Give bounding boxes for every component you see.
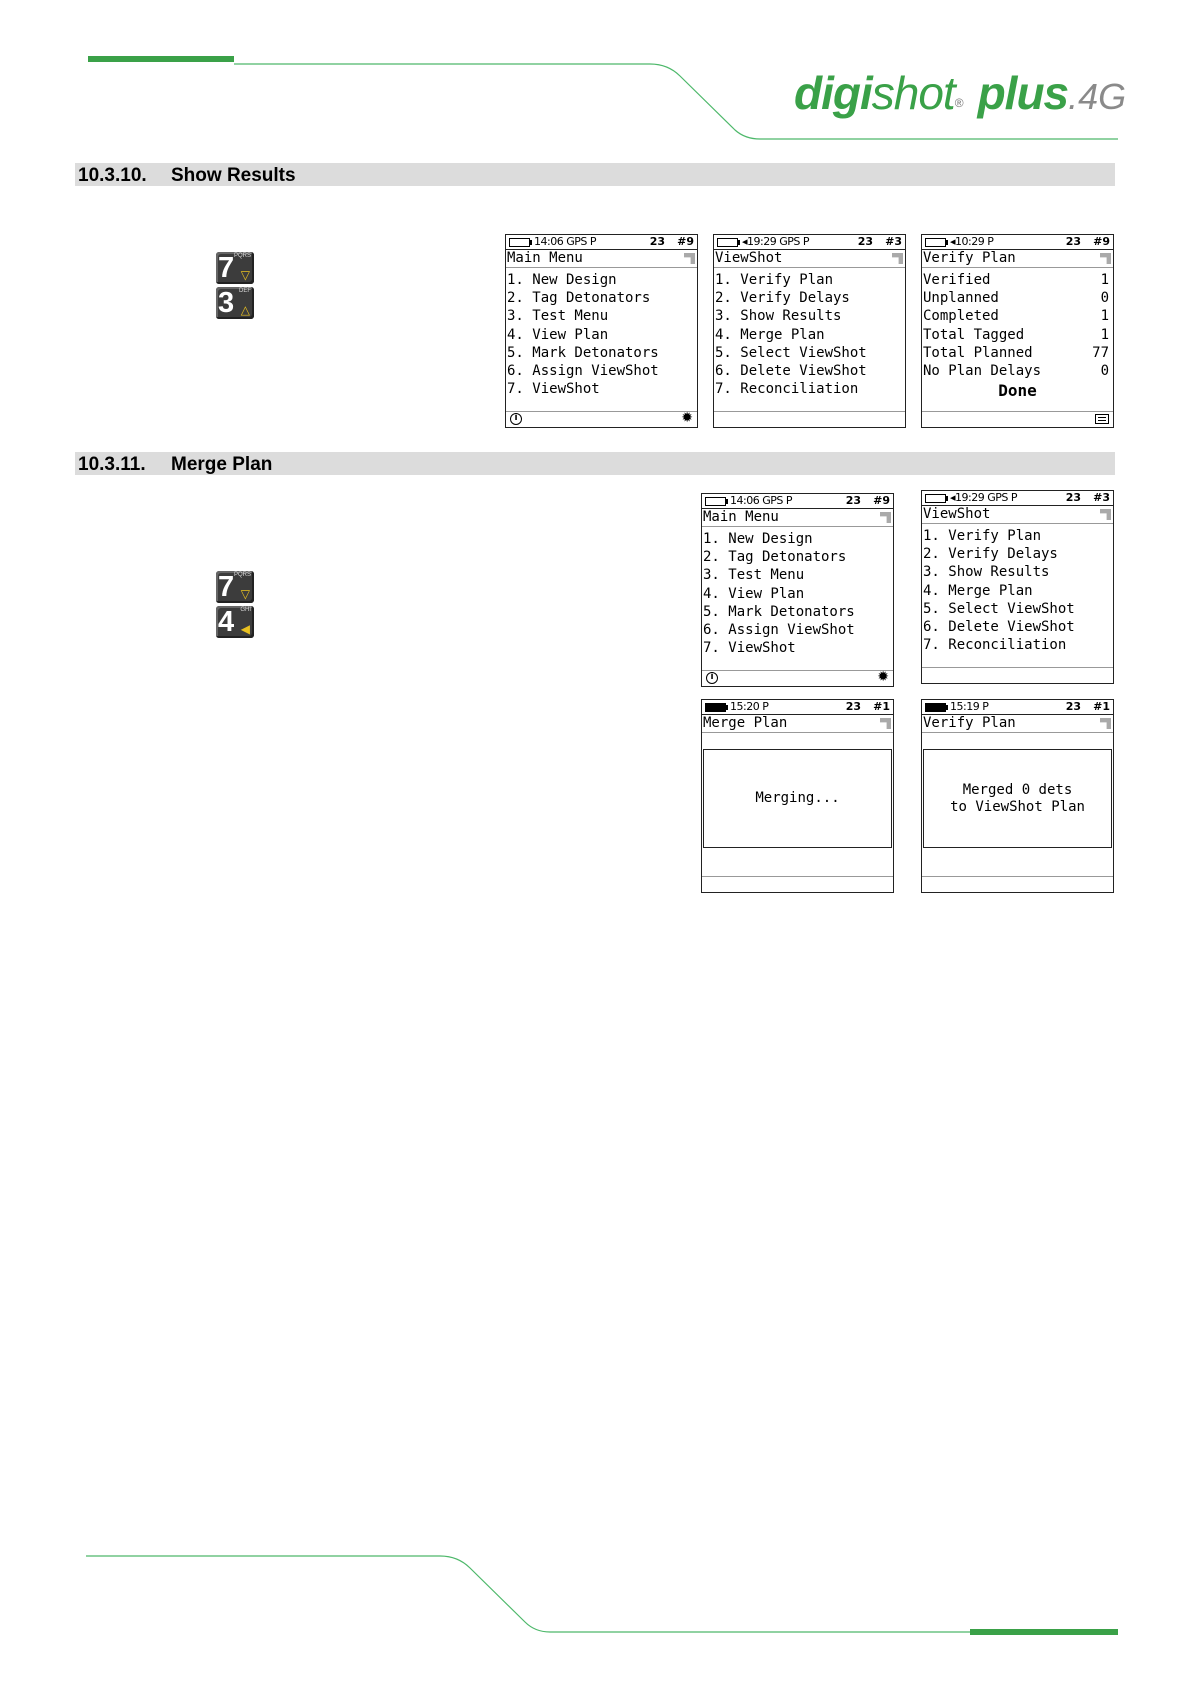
battery-icon [705,497,726,506]
menu-item[interactable]: 6. Assign ViewShot [703,622,855,639]
screen-merge-plan [701,699,894,893]
menu-item[interactable]: 2. Tag Detonators [507,290,651,307]
screen-title-text: Verify Plan [923,250,1016,266]
screen-footer [702,670,893,686]
key-letters: PQRS [233,253,251,259]
status-number: #1 [1093,700,1110,713]
gear-icon[interactable]: ✹ [681,410,693,426]
screen-title-text: Verify Plan [923,715,1016,731]
logo-text-4g: .4G [1068,76,1127,117]
screen-title [922,250,1113,268]
status-bar [714,235,905,250]
section-number: 10.3.11. [78,454,146,475]
key-symbol-icon: ◀ [240,622,250,636]
status-number: #3 [1093,491,1110,504]
key-symbol-icon: ▽ [240,268,250,282]
corner-icon [892,253,903,264]
screen-footer [714,411,905,427]
screen-title [922,715,1113,733]
menu-list [506,271,697,398]
key-symbol-icon: ▽ [240,587,250,601]
status-bar [702,700,893,715]
result-row [922,326,1113,344]
result-value: 1 [1100,326,1109,343]
result-row [922,271,1113,289]
menu-item[interactable]: 3. Test Menu [703,567,805,584]
menu-item[interactable]: 1. New Design [703,531,813,547]
result-row [922,307,1113,325]
result-row [922,344,1113,362]
status-time: ◂19:29 GPS P [742,235,809,248]
calendar-icon: 23 [857,235,873,248]
menu-item[interactable]: 5. Mark Detonators [507,344,659,361]
merging-message: Merging... [755,790,840,806]
menu-list [714,271,905,398]
menu-item[interactable]: 7. Reconciliation [715,381,859,398]
key-4-icon [216,606,254,638]
menu-list [702,530,893,657]
result-value: 0 [1100,362,1109,379]
results-list [922,271,1113,380]
calendar-icon: 23 [1065,235,1081,248]
menu-item[interactable]: 2. Verify Delays [715,290,850,307]
screen-title [922,506,1113,524]
section-title: Show Results [171,165,296,186]
menu-item[interactable]: 7. Reconciliation [923,637,1067,654]
logo-text-shot: shot [871,67,955,119]
menu-item[interactable]: 3. Show Results [715,308,842,325]
screen-viewshot [713,234,906,428]
calendar-icon: 23 [1065,491,1081,504]
menu-item[interactable]: 7. ViewShot [507,381,600,398]
screen-title-text: ViewShot [923,506,991,522]
result-label: Unplanned [923,290,999,307]
key-letters: GHI [240,607,251,613]
logo-text-plus: plus [977,67,1069,119]
result-value: 77 [1092,344,1109,361]
battery-icon [717,238,738,247]
menu-item[interactable]: 4. Merge Plan [715,326,825,343]
result-label: Verified [923,272,991,288]
screen-title-text: Main Menu [703,509,779,525]
key-3-icon [216,287,254,319]
screen-verify-plan-results [921,234,1114,428]
menu-item[interactable]: 7. ViewShot [703,640,796,657]
menu-item[interactable]: 5. Select ViewShot [923,600,1075,617]
result-row [922,362,1113,380]
result-label: No Plan Delays [923,362,1042,379]
menu-list [922,527,1113,654]
status-number: #3 [885,235,902,248]
corner-icon [684,253,695,264]
merged-message-line: to ViewShot Plan [950,798,1085,815]
screen-title [714,250,905,268]
menu-item[interactable]: 4. View Plan [507,326,609,343]
key-digit: 4 [218,606,235,638]
screen-title-text: ViewShot [715,250,783,266]
section-title: Merge Plan [171,454,273,475]
screen-title [506,250,697,268]
screen-verify-plan-merged [921,699,1114,893]
calendar-icon: 23 [649,235,665,248]
merged-message-line: Merged 0 dets [962,781,1073,798]
section-heading-merge-plan [75,452,1115,475]
merged-message-box [923,749,1112,848]
status-bar [506,235,697,250]
calendar-icon: 23 [1065,700,1081,713]
key-digit: 7 [218,252,235,284]
done-button[interactable]: Done [998,381,1037,400]
corner-icon [1100,509,1111,520]
result-label: Total Tagged [923,326,1025,343]
key-letters: DEF [239,288,251,294]
screen-viewshot-2 [921,490,1114,684]
key-letters: PQRS [233,572,251,578]
battery-icon [705,703,726,712]
corner-icon [1100,718,1111,729]
result-row [922,289,1113,307]
menu-item[interactable]: 1. Verify Plan [715,272,834,288]
key-digit: 7 [218,571,235,603]
screen-title [702,715,893,733]
menu-item[interactable]: 2. Tag Detonators [703,549,847,566]
corner-icon [880,512,891,523]
screen-footer [922,411,1113,427]
menu-icon[interactable] [1095,414,1109,424]
status-number: #1 [873,700,890,713]
status-time: 15:20 P [730,700,769,713]
status-number: #9 [873,494,890,507]
menu-item[interactable]: 1. New Design [507,272,617,288]
gear-icon[interactable]: ✹ [877,669,889,685]
menu-item[interactable]: 1. Verify Plan [923,528,1042,544]
screen-footer [922,876,1113,892]
status-time: ◂19:29 GPS P [950,491,1017,504]
status-number: #9 [677,235,694,248]
logo-text-digi: digi [794,67,872,119]
result-value: 1 [1100,308,1109,325]
battery-icon [509,238,530,247]
digishot-logo [794,66,1127,126]
menu-item[interactable]: 6. Delete ViewShot [923,619,1075,636]
calendar-icon: 23 [845,494,861,507]
menu-item[interactable]: 5. Mark Detonators [703,603,855,620]
corner-icon [1100,253,1111,264]
battery-icon [925,494,946,503]
menu-item[interactable]: 3. Show Results [923,564,1050,581]
screen-main-menu-2 [701,493,894,687]
calendar-icon: 23 [845,700,861,713]
menu-item[interactable]: 6. Delete ViewShot [715,363,867,380]
menu-item[interactable]: 4. Merge Plan [923,582,1033,599]
menu-item[interactable]: 6. Assign ViewShot [507,363,659,380]
battery-icon [925,238,946,247]
logo-reg-mark: ® [954,96,964,110]
screen-title-text: Main Menu [507,250,583,266]
result-value: 0 [1100,290,1109,307]
screen-footer [922,667,1113,683]
menu-item[interactable]: 3. Test Menu [507,308,609,325]
status-number: #9 [1093,235,1110,248]
footer-decoration [0,1540,1191,1660]
screen-main-menu [505,234,698,428]
corner-icon [880,718,891,729]
screen-title [702,509,893,527]
screen-footer [702,876,893,892]
result-value: 1 [1100,272,1109,288]
key-7-icon [216,571,254,603]
key-symbol-icon: △ [240,303,250,317]
menu-item[interactable]: 5. Select ViewShot [715,344,867,361]
screen-footer [506,411,697,427]
result-label: Total Planned [923,344,1033,361]
status-time: ◂10:29 P [950,235,994,248]
section-number: 10.3.10. [78,165,147,186]
key-digit: 3 [218,287,235,319]
status-bar [922,491,1113,506]
key-7-icon [216,252,254,284]
menu-item[interactable]: 4. View Plan [703,585,805,602]
merging-message-box [703,749,892,848]
status-bar [922,700,1113,715]
status-time: 15:19 P [950,700,989,713]
battery-icon [925,703,946,712]
info-icon[interactable]: i [706,672,718,684]
status-time: 14:06 GPS P [534,235,596,248]
result-label: Completed [923,308,999,325]
section-heading-show-results [75,163,1115,186]
screen-title-text: Merge Plan [703,715,788,731]
status-bar [702,494,893,509]
info-icon[interactable]: i [510,413,522,425]
status-bar [922,235,1113,250]
status-time: 14:06 GPS P [730,494,792,507]
menu-item[interactable]: 2. Verify Delays [923,546,1058,563]
